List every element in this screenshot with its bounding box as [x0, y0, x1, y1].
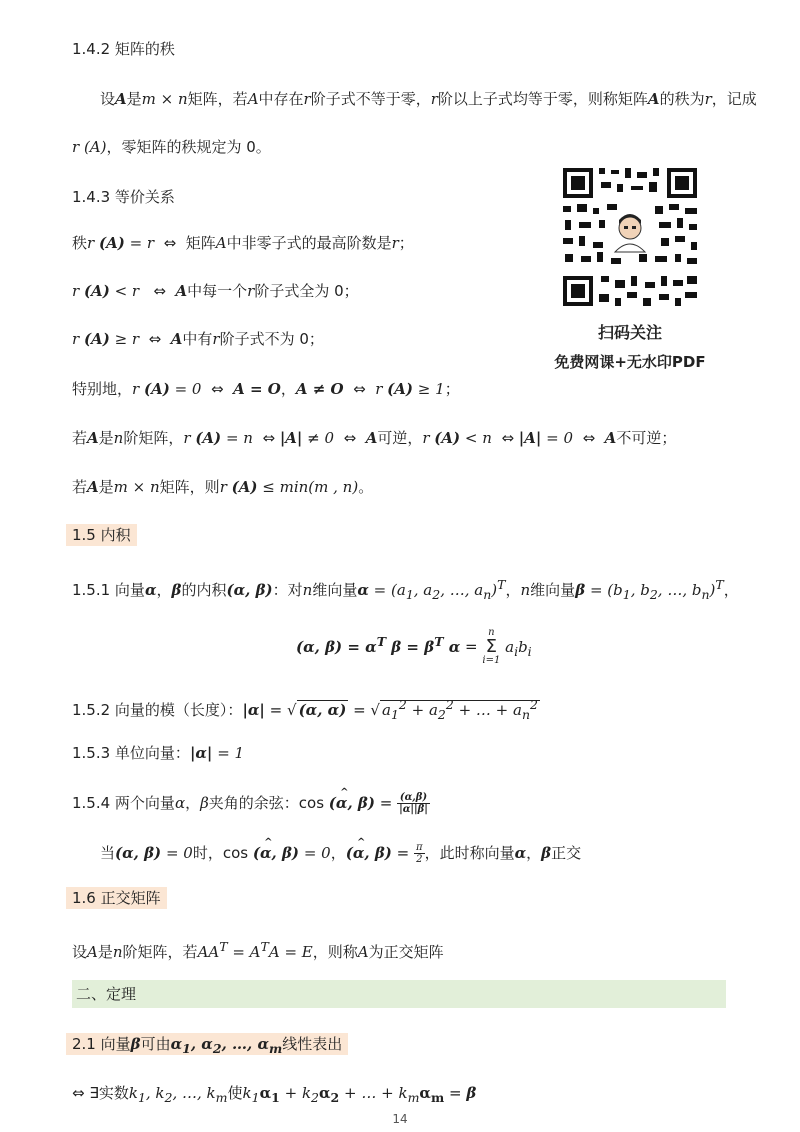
cosine-angle-line: 1.5.4 两个向量α，β夹角的余弦：cos (^ α, β) = $\frac{(\alpha,\beta)}{|\alpha||\beta|}$	[72, 792, 430, 815]
section-1-6-title: 1.6 正交矩阵	[72, 887, 167, 909]
equiv-line-3: r (A) ≥ r ⇔ A中有r阶子式不为 0；	[72, 330, 324, 348]
section-1-4-2-title: 1.4.2 矩阵的秩	[72, 40, 175, 58]
vector-norm-line: 1.5.2 向量的模（长度）：|α| = √ (α, α) = √ $a_1^2 + a_2^2$ + … + $a_n^2$	[72, 697, 538, 722]
inner-product-formula: (α, $\beta) = \alpha^T$ $\beta = \beta^T$ α = n Σ i=1 $a_ib_i$	[296, 627, 532, 666]
equiv-line-5: 若A是n阶矩阵，r (A) = n ⇔ |A| ≠ 0 ⇔ A可逆，r (A) < n ⇔ |A| = 0 ⇔ A不可逆；	[72, 429, 677, 447]
equiv-line-1: 秩r (A) = r ⇔ 矩阵A中非零子式的最高阶数是r；	[72, 234, 414, 252]
chapter-2-heading: 二、定理	[72, 980, 726, 1008]
page-number: 14	[392, 1112, 408, 1126]
linear-representation-line: ⇔ ∃实数$k_1$, $k_2$, …, $k_m$使$k_1\alpha_1 + k_2\alpha_2$ + … + $k_m\alpha_m = \beta$	[72, 1084, 477, 1105]
orthogonal-condition-line: 当(α, β) = 0时，cos (^ α, β) = 0，(^ α, β) = $\frac{\pi}{2}$ ，此时称向量α，β正交	[100, 842, 581, 865]
orthogonal-matrix-definition: 设A是n阶矩阵，若$AA^T = A^TA = E$，则称A为正交矩阵	[72, 939, 444, 961]
qr-code-image	[515, 158, 745, 318]
section-1-5-title: 1.5 内积	[72, 524, 137, 546]
rank-definition-line1: 设A是m × n矩阵，若A中存在r阶子式不等于零，r阶以上子式均等于零，则称矩阵A的秩为r，记成	[100, 90, 757, 108]
qr-code-panel	[515, 158, 745, 378]
qr-caption-free-courses: 免费网课+无水印PDF	[554, 353, 706, 371]
inner-product-definition: 1.5.1 向量α，β的内积(α, β)：对n维向量$\alpha = (a_1$, $a_2$, …, $a_n)^T$，n维向量$\beta = (b_1$, $b_2$, …, $b_n)^T$，	[72, 577, 739, 602]
section-2-1-title: 2.1 向量β可由$\alpha_1$, $\alpha_2$, …, $\alpha_m$线性表出	[72, 1033, 348, 1060]
rank-definition-line2: r (A)，零矩阵的秩规定为 0。	[72, 138, 271, 156]
equiv-line-2: r (A) < r ⇔ A中每一个r阶子式全为 0；	[72, 282, 359, 300]
equiv-line-6: 若A是m × n矩阵，则r (A) ≤ min(m , n)。	[72, 478, 374, 496]
qr-caption-follow: 扫码关注	[597, 323, 662, 342]
section-1-4-3-title: 1.4.3 等价关系	[72, 188, 175, 206]
equiv-line-4: 特别地，r (A) = 0 ⇔ A = O，A ≠ O ⇔ r (A) ≥ 1；	[72, 380, 460, 398]
unit-vector-line: 1.5.3 单位向量：|α| = 1	[72, 744, 245, 762]
